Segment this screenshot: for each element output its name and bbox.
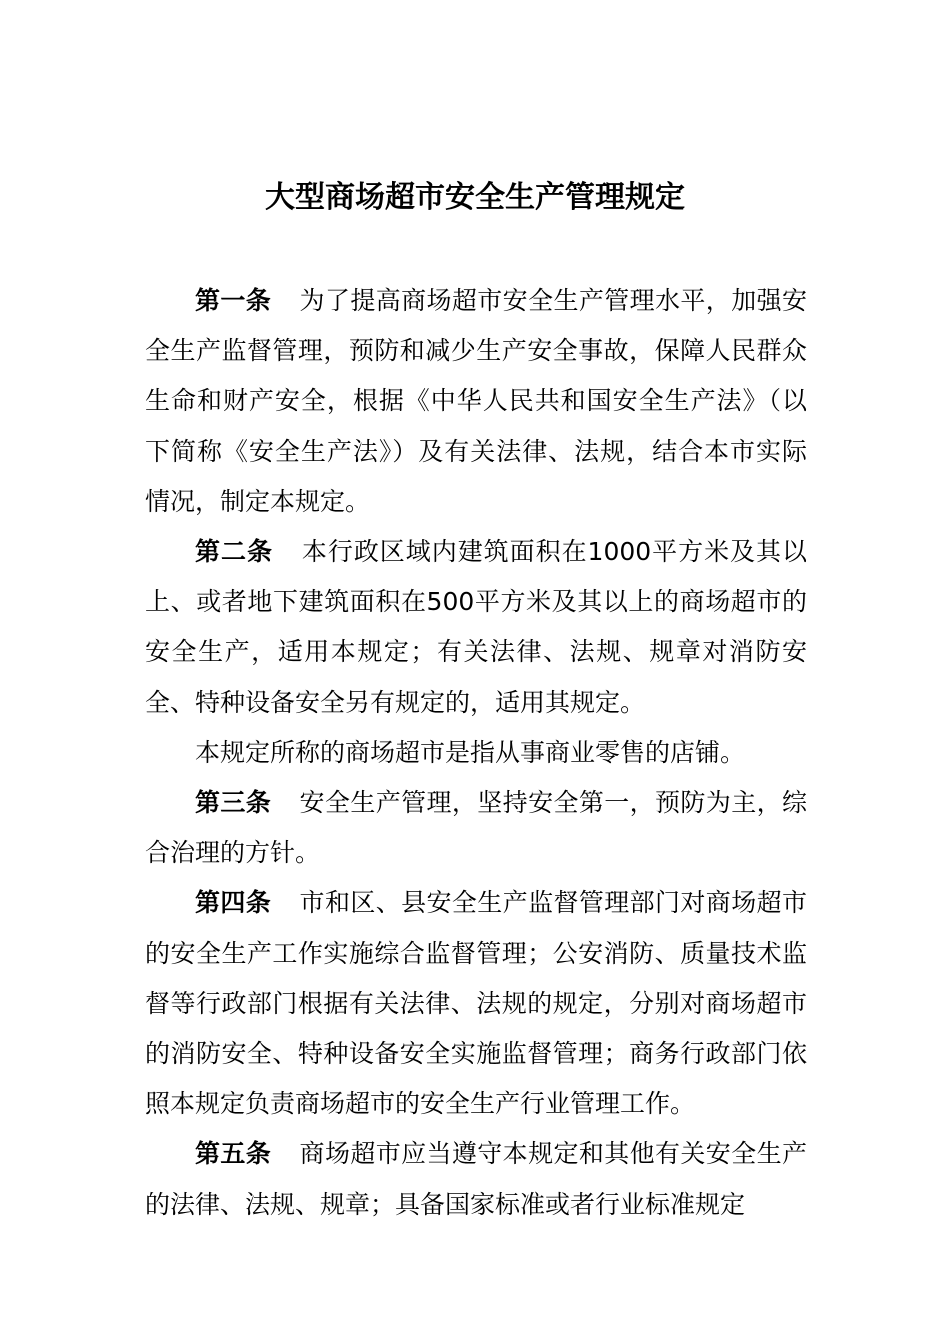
article-1-paragraph [145, 276, 807, 527]
article-1-number: 第一条 [195, 286, 272, 315]
article-2-text: 本行政区域内建筑面积在1000平方米及其以上、或者地下建筑面积在500平方米及其以上的商场超市的安全生产，适用本规定；有关法律、法规、规章对消防安全、特种设备安全另有规定的，适用其规定。 [145, 537, 807, 717]
document-body [145, 276, 807, 1230]
definition-text: 本规定所称的商场超市是指从事商业零售的店铺。 [195, 737, 746, 767]
article-5-text: 商场超市应当遵守本规定和其他有关安全生产的法律、法规、规章；具备国家标准或者行业标准规定 [145, 1139, 807, 1219]
article-1-text: 为了提高商场超市安全生产管理水平，加强安全生产监督管理，预防和减少生产安全事故，保障人民群众生命和财产安全，根据《中华人民共和国安全生产法》（以下简称《安全生产法》）及有关法律、法规，结合本市实际情况，制定本规定。 [145, 286, 807, 516]
article-4-number: 第四条 [195, 888, 272, 918]
article-3-number: 第三条 [195, 788, 272, 818]
article-2-paragraph [145, 527, 807, 728]
document-title: 大型商场超市安全生产管理规定 [265, 180, 685, 215]
article-4-paragraph [145, 878, 807, 1129]
article-5-paragraph [145, 1129, 807, 1229]
article-3-paragraph [145, 778, 807, 878]
article-4-text: 市和区、县安全生产监督管理部门对商场超市的安全生产工作实施综合监督管理；公安消防、质量技术监督等行政部门根据有关法律、法规的规定，分别对商场超市的消防安全、特种设备安全实施监督管理；商务行政部门依照本规定负责商场超市的安全生产行业管理工作。 [145, 888, 807, 1119]
article-2-number: 第二条 [195, 537, 273, 567]
article-3-text: 安全生产管理，坚持安全第一，预防为主，综合治理的方针。 [145, 788, 807, 868]
article-5-number: 第五条 [195, 1139, 272, 1169]
definition-paragraph [145, 728, 807, 778]
